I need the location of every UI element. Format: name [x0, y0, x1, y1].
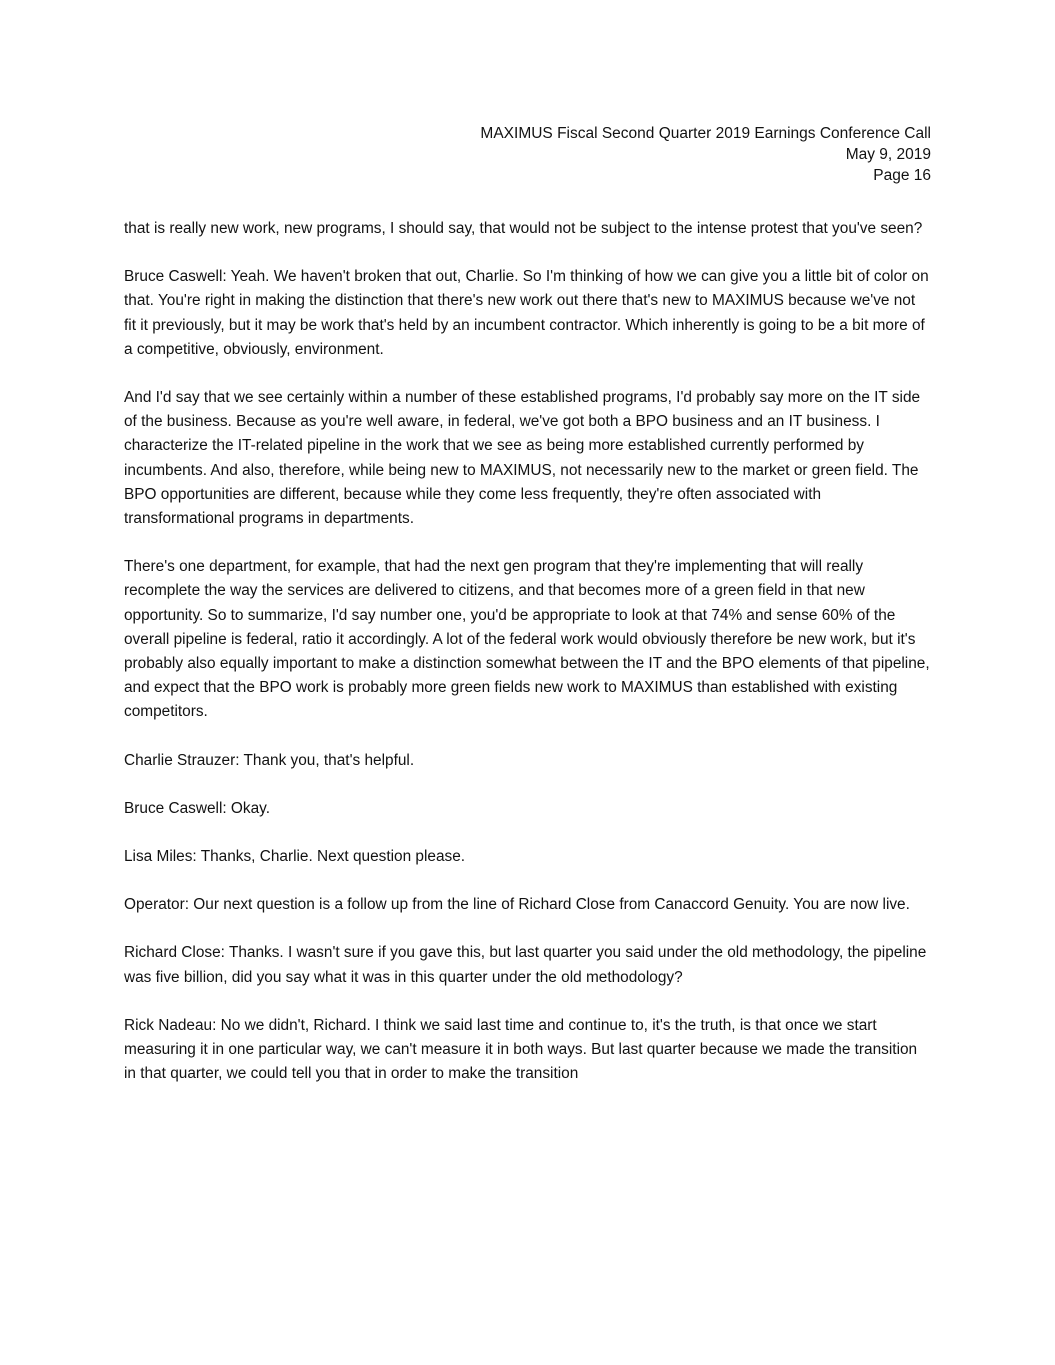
document-header	[124, 123, 931, 186]
paragraph-text: Our next question is a follow up from the line of Richard Close from Canaccord Genuity. You are now live.	[193, 896, 910, 914]
header-date: May 9, 2019	[845, 146, 931, 163]
paragraph-text: Thanks. I wasn't sure if you gave this, but last quarter you said under the old methodology, the pipeline was five billion, did you say what it was in this quarter under the old methodology?	[124, 944, 927, 986]
paragraph-text: There's one department, for example, that had the next gen program that they're implementing that will really recomplete the way the services are delivered to citizens, and that becomes more of a green field in that new opportunity. So to summarize, I'd say number one, you'd be appropriate to look at that 74% and sense 60% of the overall pipeline is federal, ratio it accordingly. A lot of the federal work would obviously therefore be new work, but it's probably also equally important to make a distinction somewhat between the IT and the BPO elements of that pipeline, and expect that the BPO work is probably more green fields new work to MAXIMUS than established with existing competitors.	[124, 558, 930, 721]
transcript-paragraph	[124, 265, 931, 362]
speaker-name: Charlie Strauzer:	[124, 751, 240, 769]
paragraph-text: Thanks, Charlie. Next question please.	[200, 848, 466, 866]
paragraph-text: Thank you, that's helpful.	[243, 751, 415, 769]
transcript-paragraph	[124, 941, 931, 989]
paragraph-text: Yeah. We haven't broken that out, Charlie. So I'm thinking of how we can give you a little bit of color on that. You're right in making the distinction that there's new work out there that's new to MAXIMUS because we've not fit it previously, but it may be work that's held by an incumbent contractor. Which inherently is going to be a bit more of a competitive, obviously, environment.	[124, 268, 929, 358]
speaker-name: Richard Close:	[124, 944, 225, 962]
speaker-name: Operator:	[124, 896, 190, 914]
paragraph-text: No we didn't, Richard. I think we said last time and continue to, it's the truth, is that once we start measuring it in one particular way, we can't measure it in both ways. But last quarter because we made the transition in that quarter, we could tell you that in order to make the transition	[124, 1016, 918, 1083]
header-page-number: Page 16	[873, 167, 931, 184]
transcript-paragraph	[124, 749, 931, 773]
paragraph-text: And I'd say that we see certainly within a number of these established programs, I'd probably say more on the IT side of the business. Because as you're well aware, in federal, we've got both a BPO business and an IT business. I characterize the IT-related pipeline in the work that we see as being more established currently performed by incumbents. And also, therefore, while being new to MAXIMUS, not necessarily new to the market or green field. The BPO opportunities are different, because while they come less frequently, they're often associated with transformational programs in departments.	[124, 389, 921, 528]
transcript-paragraph	[124, 797, 931, 821]
transcript-paragraph	[124, 1014, 931, 1087]
speaker-name: Bruce Caswell:	[124, 799, 227, 817]
speaker-name: Rick Nadeau:	[124, 1016, 217, 1034]
speaker-name: Lisa Miles:	[124, 848, 197, 866]
transcript-paragraph	[124, 893, 931, 917]
transcript-body	[124, 217, 931, 1086]
transcript-paragraph	[124, 555, 931, 724]
speaker-name: Bruce Caswell:	[124, 268, 227, 286]
paragraph-text: that is really new work, new programs, I should say, that would not be subject to the intense protest that you've seen?	[124, 220, 923, 237]
transcript-paragraph	[124, 845, 931, 869]
transcript-paragraph	[124, 217, 931, 241]
header-title: MAXIMUS Fiscal Second Quarter 2019 Earnings Conference Call	[480, 125, 931, 142]
paragraph-text: Okay.	[230, 799, 270, 817]
transcript-paragraph	[124, 386, 931, 531]
